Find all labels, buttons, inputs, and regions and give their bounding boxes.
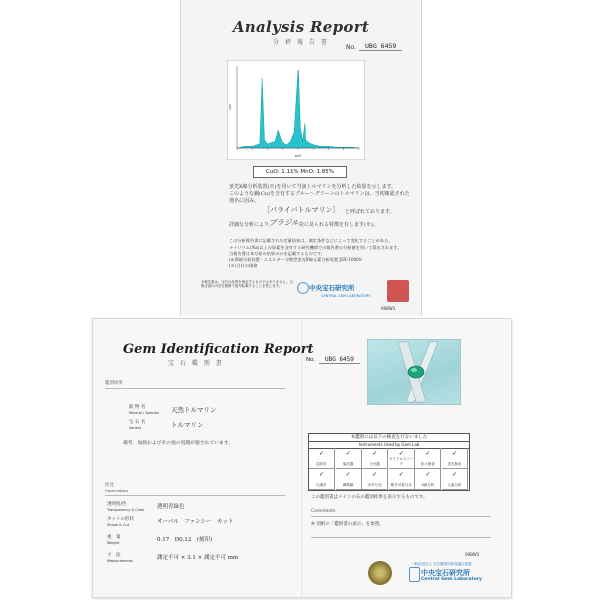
- observations-rule: [105, 495, 285, 496]
- instrument-name: 分光器: [369, 462, 380, 466]
- instrument-name: 顕微鏡: [342, 483, 354, 487]
- instrument-name: 元素分析: [447, 483, 462, 487]
- cut-label-en: Shape & Cut: [107, 523, 129, 527]
- transparency-value: 透明青緑色: [157, 504, 185, 510]
- weight-value: 0.17 D0.12 (刻印): [157, 537, 213, 543]
- instruments-table: [308, 433, 470, 491]
- instrument-cell: [309, 469, 335, 490]
- instrument-cell: [442, 469, 468, 490]
- check-icon: ✓: [372, 450, 378, 457]
- measure-label: 寸 法: [107, 553, 121, 558]
- y-axis-label: cps: [228, 104, 232, 110]
- instrument-name: X線分析: [421, 483, 435, 487]
- instrument-cell: [389, 469, 415, 490]
- instrument-name: 偏光器: [342, 462, 354, 466]
- instrument-cell: [415, 469, 441, 490]
- check-icon: ✓: [425, 471, 431, 478]
- check-icon: ✓: [319, 450, 325, 457]
- species-value: 天然トルマリン: [171, 406, 217, 414]
- measure-value: 測定不可 × 3.1 × 測定不可 mm: [157, 555, 239, 561]
- check-icon: ✓: [452, 450, 458, 457]
- variety-value: トルマリン: [171, 421, 204, 429]
- observations-label: 所見: [105, 483, 114, 488]
- analysis-para3-line5: (※)当社の規格: [229, 263, 258, 268]
- gem-report-subtitle: 宝 石 鑑 別 書: [168, 360, 224, 367]
- instrument-name: 紫外可視分光: [390, 483, 412, 487]
- analysis-lab-logo-sub: CENTRAL GEM LABORATORY: [321, 294, 371, 298]
- instrument-cell: [442, 448, 468, 469]
- lab-logo-icon: [297, 282, 309, 294]
- conclusion-label: 鑑別結果: [105, 381, 123, 386]
- check-icon: ✓: [319, 471, 325, 478]
- check-icon: ✓: [372, 471, 378, 478]
- instrument-name: 拡大検査: [420, 462, 435, 466]
- analysis-para2-tail: 産に見られる特徴を有します(※)。: [299, 222, 378, 228]
- gem-no-value: UBG 6459: [319, 356, 360, 364]
- conclusion-rule: [105, 388, 285, 389]
- analysis-report-page: [180, 0, 422, 316]
- x-axis-label: keV: [294, 154, 302, 158]
- instrument-note: この鑑別書はメインの石の鑑別結果を表示するものです。: [311, 495, 428, 500]
- cut-label: カットの形状: [107, 517, 134, 522]
- transparency-label-en: Transparency & Color: [107, 508, 145, 512]
- instrument-cell: [389, 448, 415, 469]
- gem-code: 09BW3: [465, 552, 480, 557]
- gold-seal-icon: [368, 561, 392, 585]
- check-icon: ✓: [398, 471, 404, 478]
- instrument-name: 蛍光検査: [447, 462, 462, 466]
- comments-rule: [311, 516, 491, 517]
- treatment-comment: 備考、加熱およびその他の処理が施されています。: [123, 441, 233, 446]
- instruments-header: 本鑑別には以下の検査を行ないました: [309, 434, 469, 442]
- check-icon: ✓: [345, 450, 351, 457]
- gem-no-label: No.: [306, 357, 316, 363]
- analysis-no-value: UBG 6459: [359, 42, 402, 51]
- comments-rule-2: [311, 537, 491, 538]
- analysis-code: 09BW3: [381, 306, 396, 311]
- check-icon: ✓: [398, 450, 404, 457]
- transparency-label: 透明度/色: [107, 502, 127, 507]
- analysis-variety-tail: と呼ばれております。: [345, 209, 395, 215]
- variety-label: 宝 石 名: [129, 420, 146, 425]
- instrument-cell: [336, 448, 362, 469]
- analysis-origin: ブラジル: [269, 218, 299, 227]
- analysis-para3-line3: 当報告書は本分析の結果のみを記載するものです。: [229, 251, 325, 256]
- analysis-para3-line1: この分析報告書に記載された定量結果は、測定条件などによって変化することがある。: [229, 238, 393, 243]
- page-fold-divider: [301, 319, 303, 597]
- analysis-title: Analysis Report: [232, 18, 370, 36]
- comments-label: Comments: [311, 509, 336, 514]
- instrument-name: 赤外分光: [367, 483, 382, 487]
- gem-logo-top: 一般社団法人 宝石鑑別団体協議会加盟: [411, 562, 472, 566]
- gem-lab-logo-en: Central Gem Laboratory: [421, 577, 482, 582]
- cut-value: オーバル ファンシー カット: [157, 519, 234, 525]
- gem-lab-logo: 中央宝石研究所: [421, 569, 470, 577]
- instrument-cell: [362, 469, 388, 490]
- analysis-para1-line2: このような銅(Cu)を含有するブルー～グリーンのトルマリンは、当初確認された: [229, 191, 410, 197]
- variety-label-en: Variety: [129, 426, 142, 430]
- weight-label-en: Weight: [107, 541, 120, 545]
- analysis-para1-line3: 地名に因み、: [229, 198, 260, 204]
- species-label-en: Mineral / Species: [129, 411, 159, 415]
- analysis-para3-line2: ナトリウム(Na)以上の原素を含有する研究機関での報告書の分析値を用いて算出されます。: [229, 245, 402, 250]
- observations-label-en: Observations: [105, 489, 129, 493]
- analysis-para3-line4: (※)X線分析装置・エネルギー分散型蛍光X線元素分析装置 JSX-1000S: [229, 257, 362, 262]
- check-icon: ✓: [452, 471, 458, 478]
- instruments-header-en: Instruments Used by Gem Lab: [309, 441, 469, 449]
- analysis-para1-line1: 蛍光X線分析装置(※)を用いて当該トルマリンを分析した結果を示します。: [229, 184, 397, 190]
- instrument-cell: [415, 448, 441, 469]
- species-label: 鉱 物 名: [129, 405, 146, 410]
- analysis-result: CuO: 1.11% MnO: 1.85%: [253, 166, 347, 178]
- analysis-footer-small: 本報告書は、宝石の品質を保証するものではありません。当報告書の内容を無断で複写転載することを禁じます。: [201, 280, 293, 288]
- analysis-para2-head: 詳細な分析により、: [229, 222, 275, 228]
- measure-label-en: Measurements: [107, 559, 133, 563]
- instrument-cell: [309, 448, 335, 469]
- analysis-subtitle: 分 析 報 告 書: [273, 39, 329, 46]
- gem-ring-photo: [367, 339, 461, 405]
- weight-label: 重 量: [107, 535, 121, 540]
- analysis-variety: ［パライバトルマリン］: [263, 206, 340, 214]
- lab-emblem-icon: [409, 567, 420, 582]
- gem-identification-report: [92, 318, 512, 598]
- instrument-name: ダイクロスコープ: [389, 457, 414, 466]
- analysis-no-label: No.: [346, 44, 356, 51]
- gem-report-title: Gem Identification Report: [123, 342, 314, 357]
- check-icon: ✓: [345, 471, 351, 478]
- comments-text: ※ 別紙の「鑑別書の表示」を参照。: [311, 522, 384, 527]
- red-seal-stamp-icon: [387, 280, 409, 302]
- check-icon: ✓: [425, 450, 431, 457]
- instrument-cell: [362, 448, 388, 469]
- instrument-cell: [336, 469, 362, 490]
- xrf-spectrum-chart: [227, 60, 365, 160]
- instrument-name: 屈折計: [316, 462, 327, 466]
- instrument-name: 比重計: [316, 483, 327, 487]
- ring-illustration-icon: [368, 340, 460, 404]
- analysis-lab-logo: 中央宝石研究所: [309, 284, 355, 292]
